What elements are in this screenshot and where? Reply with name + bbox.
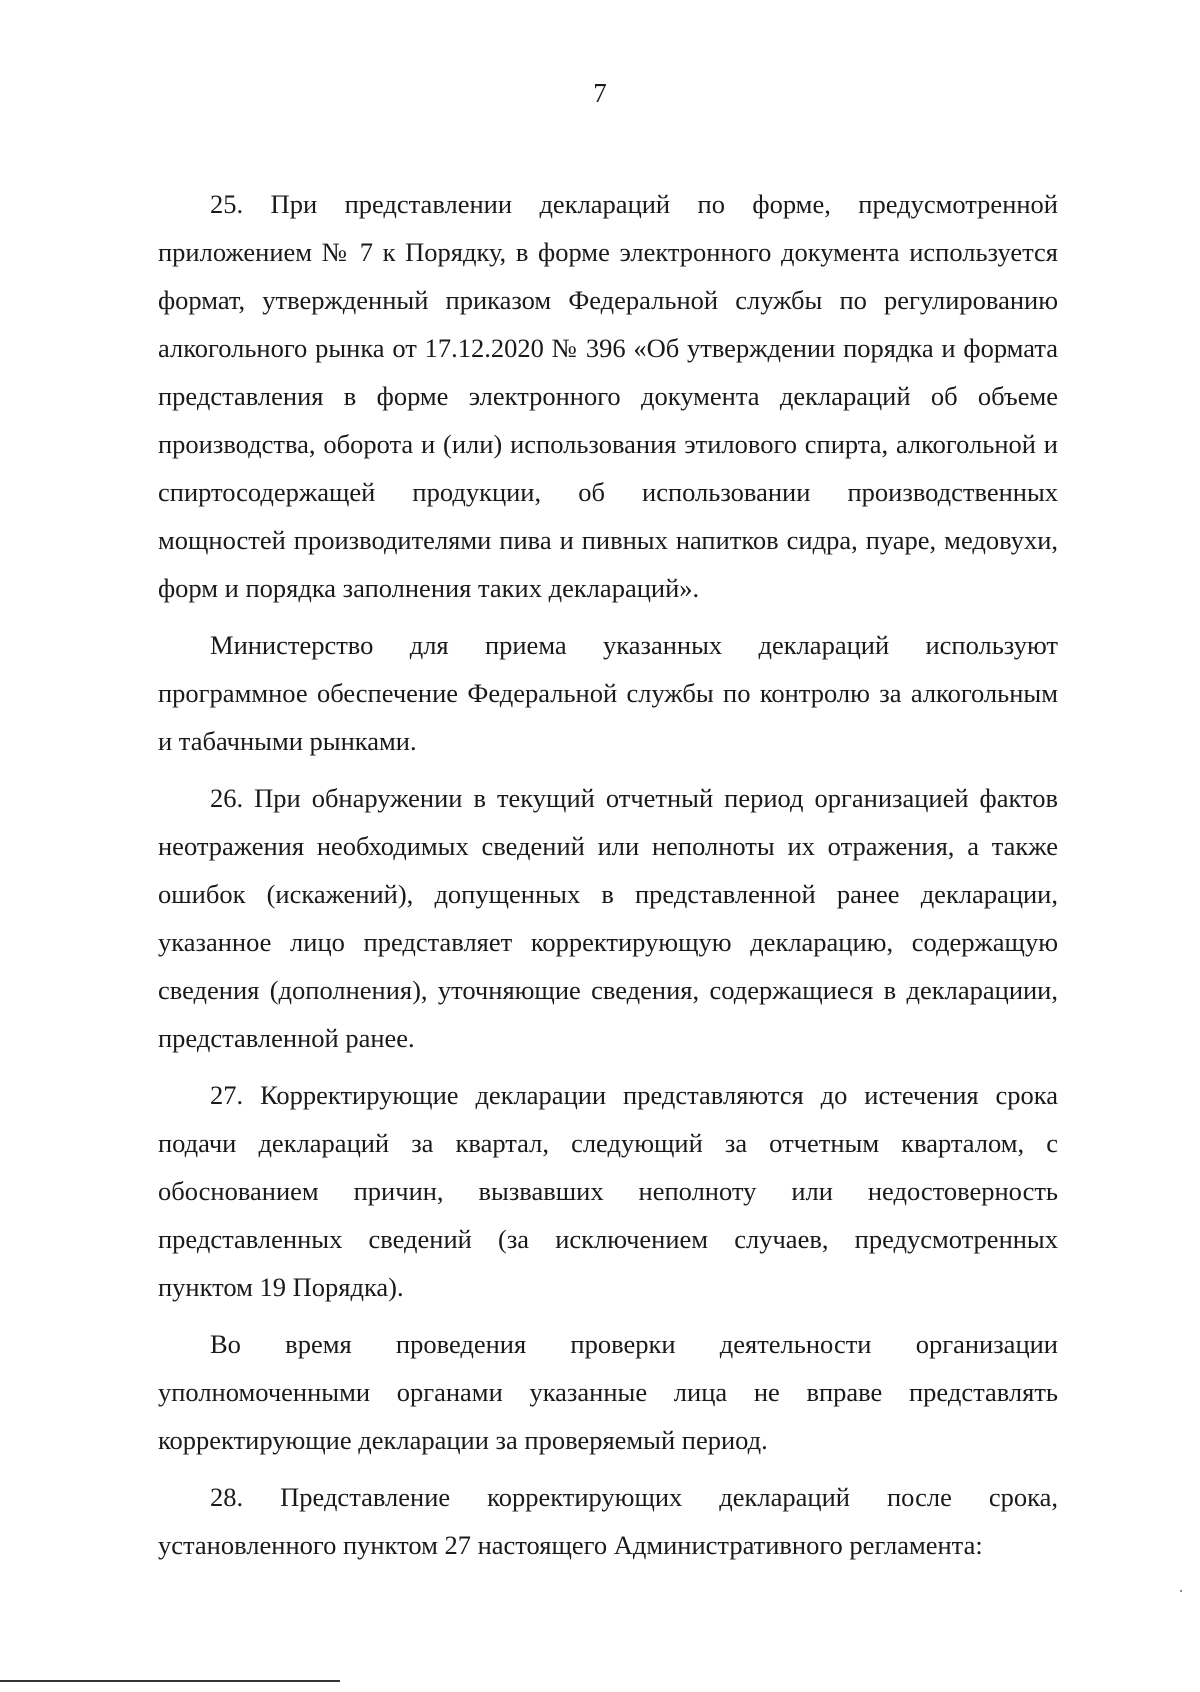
paragraph-25-ministry: Министерство для приема указанных деклараций используют программное обеспечение Федеральной службы по контролю за алкогольным и табачными рынками. <box>158 630 1058 756</box>
paragraph-25: 25. При представлении деклараций по форме, предусмотренной приложением № 7 к Порядку, в форме электронного документа используется формат, утвержденный приказом Федеральной службы по регулированию алкогольного рынка от 17.12.2020 № 396 «Об утверждении порядка и формата представления в форме электронного документа деклараций об объеме производства, оборота и (или) использования этилового спирта, алкогольной и спиртосодержащей продукции, об использовании производственных мощностей производителями пива и пивных напитков сидра, пуаре, медовухи, форм и порядка заполнения таких деклараций». <box>158 189 1058 603</box>
paragraph-27: 27. Корректирующие декларации представляются до истечения срока подачи деклараций за квартал, следующий за отчетным кварталом, с обоснованием причин, вызвавших неполноту или недостоверность представленных сведений (за исключением случаев, предусмотренных пунктом 19 Порядка). <box>158 1080 1058 1302</box>
page-number: 7 <box>593 78 607 108</box>
paragraph-27-inspection: Во время проведения проверки деятельности организации уполномоченными органами указанные лица не вправе представлять корректирующие декларации за проверяемый период. <box>158 1329 1058 1455</box>
paragraph-26: 26. При обнаружении в текущий отчетный период организацией фактов неотражения необходимых сведений или неполноты их отражения, а также ошибок (искажений), допущенных в представленной ранее декларации, указанное лицо представляет корректирующую декларацию, содержащую сведения (дополнения), уточняющие сведения, содержащиеся в декларациии, представленной ранее. <box>158 783 1058 1053</box>
paragraph-28: 28. Представление корректирующих деклараций после срока, установленного пунктом 27 настоящего Административного регламента: <box>158 1482 1058 1560</box>
scan-artifact <box>1180 1590 1182 1592</box>
document-body <box>158 180 1058 1569</box>
footer-rule <box>0 1680 340 1682</box>
